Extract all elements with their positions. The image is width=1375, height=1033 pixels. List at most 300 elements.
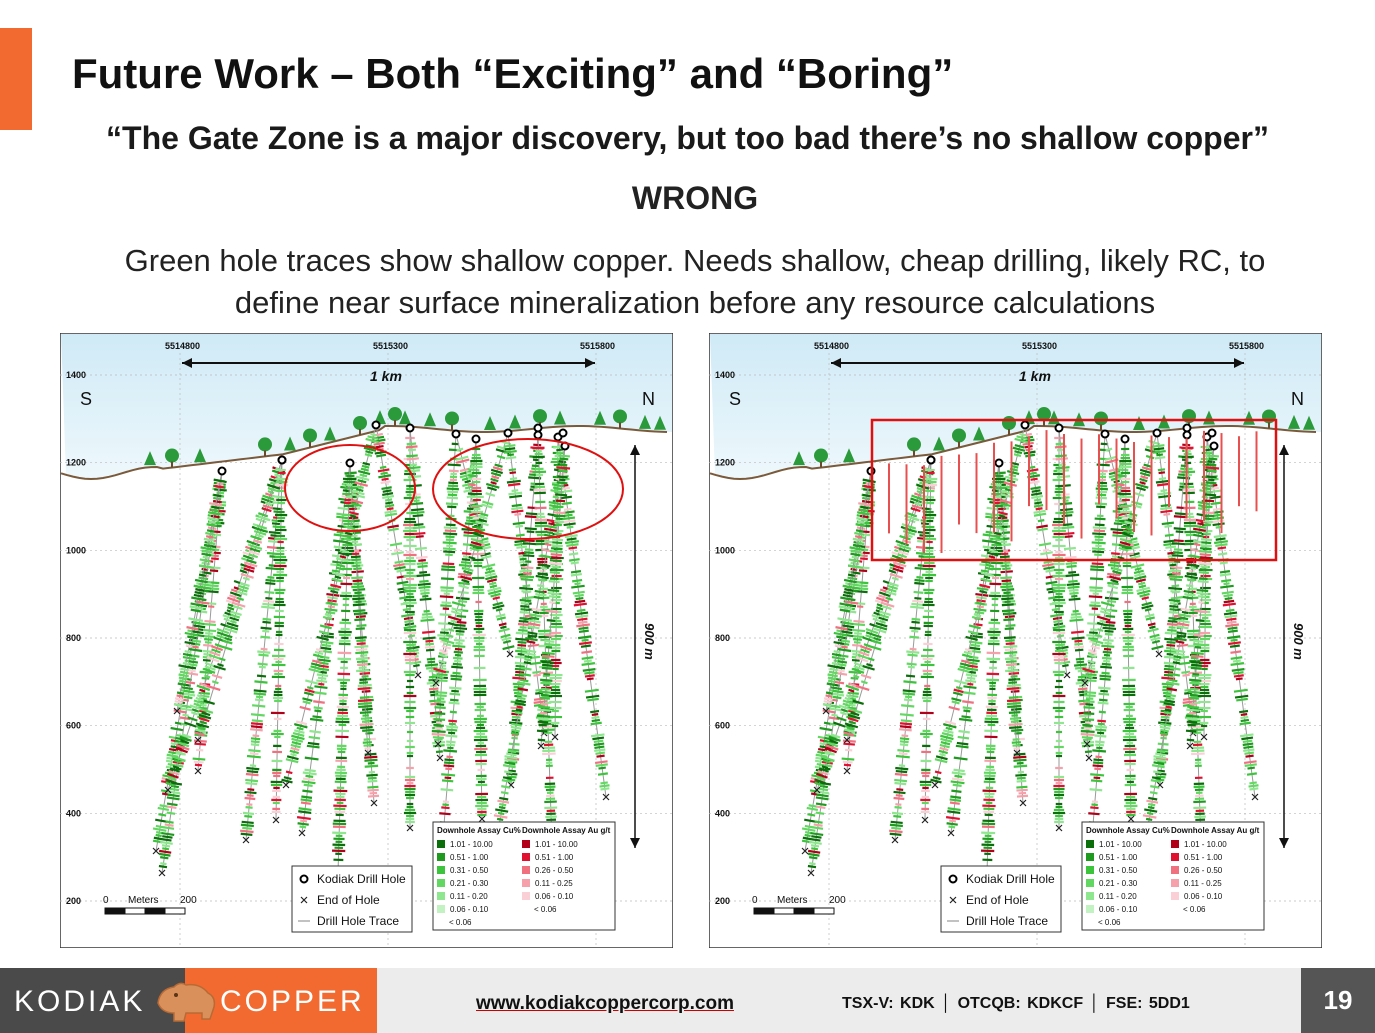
assay-segment — [827, 683, 835, 685]
assay-segment — [1069, 593, 1078, 594]
assay-segment — [290, 754, 296, 756]
assay-segment — [1165, 535, 1174, 536]
assay-segment — [445, 735, 457, 736]
assay-segment — [1171, 567, 1182, 568]
assay-segment — [550, 578, 558, 579]
assay-segment — [838, 670, 845, 671]
assay-segment — [935, 772, 941, 774]
assay-segment — [362, 730, 371, 731]
assay-segment — [462, 559, 470, 560]
au-legend-label: 0.51 - 1.00 — [535, 853, 574, 862]
assay-segment — [1002, 604, 1014, 605]
assay-segment — [432, 731, 446, 732]
assay-segment — [156, 832, 162, 833]
assay-segment — [261, 649, 268, 650]
assay-segment — [202, 563, 211, 564]
assay-segment — [357, 664, 368, 665]
assay-segment — [193, 759, 206, 760]
assay-segment — [356, 616, 366, 617]
assay-segment — [1106, 449, 1112, 451]
assay-segment — [181, 669, 189, 671]
assay-segment — [1030, 473, 1037, 474]
assay-segment — [1154, 448, 1164, 449]
assay-segment — [911, 622, 919, 623]
assay-segment — [1241, 738, 1253, 740]
assay-segment — [1158, 469, 1165, 470]
assay-segment — [901, 705, 914, 706]
cu-legend-label: 0.31 - 0.50 — [450, 866, 489, 875]
assay-segment — [506, 457, 516, 458]
assay-segment — [981, 571, 989, 572]
assay-segment — [160, 863, 166, 864]
cu-legend-label: 0.21 - 0.30 — [450, 879, 489, 888]
assay-segment — [407, 458, 419, 459]
assay-segment — [545, 544, 551, 545]
assay-segment — [358, 685, 370, 686]
assay-segment — [1190, 689, 1198, 690]
assay-segment — [947, 823, 958, 824]
assay-segment — [556, 467, 570, 468]
assay-segment — [552, 539, 563, 540]
assay-segment — [202, 630, 216, 631]
assay-segment — [1003, 619, 1014, 620]
assay-segment — [1075, 650, 1083, 651]
assay-segment — [549, 563, 562, 564]
assay-segment — [267, 577, 274, 578]
assay-segment — [357, 661, 368, 662]
assay-segment — [1243, 747, 1253, 748]
assay-segment — [1169, 606, 1178, 607]
assay-segment — [528, 645, 540, 646]
assay-segment — [851, 563, 860, 564]
assay-segment — [202, 572, 211, 573]
assay-segment — [252, 705, 265, 706]
assay-segment — [1243, 749, 1254, 750]
cu-legend-label: 0.21 - 0.30 — [1099, 879, 1138, 888]
assay-segment — [1176, 641, 1185, 642]
assay-segment — [564, 515, 572, 516]
assay-segment — [1053, 618, 1062, 620]
assay-segment — [1204, 494, 1216, 495]
assay-segment — [186, 688, 193, 689]
assay-segment — [1188, 692, 1200, 693]
assay-segment — [328, 588, 340, 589]
assay-segment — [833, 697, 841, 698]
elevation-label: 400 — [715, 808, 731, 819]
cu-legend-swatch — [1086, 879, 1094, 887]
assay-segment — [1165, 526, 1172, 527]
assay-segment — [908, 667, 915, 668]
assay-segment — [1002, 595, 1013, 596]
assay-segment — [803, 838, 812, 839]
assay-segment — [453, 673, 461, 674]
assay-segment — [824, 701, 832, 702]
assay-segment — [355, 652, 368, 653]
assay-segment — [362, 709, 373, 710]
assay-segment — [510, 472, 516, 473]
assay-segment — [262, 622, 270, 623]
assay-segment — [429, 677, 436, 678]
assay-segment — [321, 648, 331, 649]
cu-legend-swatch — [437, 866, 445, 874]
assay-segment — [1084, 695, 1096, 696]
body-text — [30, 240, 1360, 324]
assay-segment — [421, 620, 435, 621]
assay-segment — [829, 672, 837, 674]
assay-segment — [912, 601, 923, 602]
assay-segment — [535, 690, 542, 691]
assay-segment — [1100, 667, 1112, 668]
assay-segment — [569, 547, 577, 548]
assay-segment — [989, 556, 995, 557]
assay-segment — [427, 662, 435, 663]
assay-segment — [272, 523, 280, 524]
assay-segment — [345, 473, 357, 474]
assay-segment — [1000, 557, 1010, 558]
assay-segment — [353, 589, 365, 590]
assay-segment — [286, 772, 292, 774]
northing-label: 5514800 — [814, 341, 850, 351]
au-legend-swatch — [522, 853, 530, 861]
assay-segment — [1006, 661, 1017, 662]
assay-segment — [1148, 807, 1154, 808]
assay-segment — [1164, 672, 1173, 673]
assay-segment — [208, 527, 216, 528]
assay-segment — [509, 723, 522, 724]
assay-segment — [811, 845, 819, 846]
collar-icon — [950, 876, 957, 883]
assay-segment — [451, 691, 459, 692]
assay-segment — [509, 744, 520, 745]
elevation-label: 1000 — [66, 545, 87, 556]
assay-segment — [1206, 476, 1216, 477]
assay-segment — [246, 804, 252, 805]
assay-segment — [1101, 646, 1114, 647]
assay-segment — [251, 744, 259, 745]
assay-segment — [1099, 694, 1110, 695]
assay-segment — [1056, 458, 1068, 459]
assay-segment — [1211, 503, 1221, 504]
assay-segment — [1209, 497, 1221, 499]
direction-north-label: N — [642, 389, 655, 409]
assay-segment — [895, 807, 902, 808]
assay-segment — [1168, 588, 1182, 589]
assay-segment — [851, 572, 860, 573]
assay-segment — [1149, 627, 1155, 628]
assay-segment — [1099, 676, 1111, 677]
assay-segment — [501, 786, 510, 788]
assay-segment — [182, 715, 188, 716]
assay-segment — [167, 813, 175, 814]
assay-segment — [967, 678, 975, 679]
assay-segment — [809, 857, 817, 858]
elevation-label: 400 — [66, 808, 82, 819]
assay-segment — [1239, 711, 1248, 712]
assay-segment — [523, 543, 536, 544]
assay-segment — [443, 551, 455, 552]
assay-segment — [1199, 551, 1212, 552]
assay-segment — [308, 743, 319, 744]
assay-segment — [1084, 692, 1096, 693]
assay-segment — [894, 798, 905, 799]
assay-segment — [1105, 598, 1119, 599]
assay-segment — [1171, 597, 1183, 598]
assay-segment — [247, 771, 258, 772]
assay-segment — [816, 813, 824, 814]
collar-icon — [347, 460, 354, 467]
assay-segment — [1007, 688, 1020, 689]
assay-segment — [1063, 524, 1072, 525]
assay-segment — [542, 668, 553, 669]
assay-segment — [385, 505, 394, 507]
assay-segment — [353, 610, 365, 611]
assay-segment — [597, 756, 605, 757]
assay-segment — [166, 822, 174, 823]
assay-segment — [594, 747, 604, 748]
assay-segment — [1163, 514, 1170, 515]
assay-segment — [1076, 662, 1084, 663]
assay-segment — [1010, 718, 1020, 719]
assay-segment — [522, 597, 534, 598]
assay-segment — [848, 575, 855, 576]
assay-segment — [856, 530, 863, 531]
cu-legend-swatch — [1086, 853, 1094, 861]
assay-segment — [499, 798, 508, 800]
assay-segment — [1218, 553, 1227, 554]
assay-segment — [862, 501, 871, 502]
assay-segment — [1169, 612, 1178, 613]
assay-segment — [1222, 592, 1234, 594]
assay-segment — [1097, 721, 1106, 722]
assay-segment — [543, 674, 550, 675]
assay-segment — [1184, 690, 1191, 691]
assay-segment — [1157, 751, 1166, 753]
assay-segment — [441, 807, 449, 808]
au-legend-swatch — [522, 879, 530, 887]
assay-segment — [515, 672, 524, 673]
assay-segment — [1160, 508, 1171, 509]
assay-segment — [210, 570, 218, 571]
assay-segment — [364, 757, 377, 758]
assay-segment — [518, 630, 527, 631]
assay-segment — [385, 502, 392, 503]
assay-segment — [425, 647, 435, 648]
symbol-legend — [292, 866, 412, 932]
assay-segment — [451, 667, 463, 668]
assay-segment — [520, 627, 527, 628]
assay-segment — [1167, 630, 1176, 631]
assay-segment — [1060, 509, 1073, 510]
assay-segment — [531, 618, 539, 619]
assay-segment — [1201, 542, 1211, 543]
assay-segment — [558, 471, 567, 472]
assay-segment — [1213, 509, 1220, 510]
assay-segment — [416, 536, 424, 537]
assay-segment — [1196, 593, 1207, 594]
assay-segment — [1044, 561, 1053, 562]
assay-segment — [1064, 548, 1076, 549]
website-link[interactable]: www.kodiakcoppercorp.com — [476, 993, 734, 1014]
assay-segment — [1206, 507, 1213, 508]
assay-segment — [418, 584, 431, 585]
assay-segment — [261, 628, 272, 629]
assay-segment — [1034, 505, 1043, 507]
assay-segment — [1057, 470, 1069, 471]
assay-segment — [517, 707, 523, 708]
assay-segment — [262, 604, 274, 605]
assay-segment — [447, 489, 459, 490]
assay-segment — [468, 469, 480, 470]
assay-segment — [512, 490, 519, 491]
assay-segment — [354, 619, 365, 620]
assay-segment — [554, 521, 564, 522]
assay-segment — [1194, 635, 1204, 636]
assay-segment — [994, 473, 1006, 474]
assay-segment — [843, 623, 853, 625]
assay-segment — [1069, 599, 1081, 600]
assay-segment — [811, 848, 818, 849]
assay-segment — [1020, 434, 1026, 436]
assay-segment — [544, 644, 554, 645]
assay-segment — [419, 581, 428, 582]
assay-segment — [977, 588, 989, 589]
assay-segment — [511, 511, 523, 512]
assay-segment — [852, 645, 862, 646]
assay-segment — [1169, 618, 1177, 619]
assay-segment — [1065, 536, 1073, 537]
assay-segment — [1228, 631, 1238, 632]
assay-segment — [520, 606, 529, 607]
assay-segment — [515, 712, 523, 713]
assay-segment — [1019, 793, 1026, 794]
assay-segment — [455, 649, 462, 650]
assay-segment — [911, 604, 923, 605]
cu-legend-label: 1.01 - 10.00 — [1099, 840, 1142, 849]
assay-segment — [1200, 554, 1211, 555]
assay-segment — [527, 531, 535, 532]
assay-segment — [1167, 642, 1176, 643]
assay-segment — [442, 780, 453, 781]
assay-segment — [906, 652, 919, 653]
assay-segment — [1199, 572, 1209, 573]
cu-legend-label: 0.06 - 0.10 — [1099, 905, 1138, 914]
assay-segment — [1007, 706, 1021, 707]
assay-segment — [1067, 566, 1077, 567]
assay-segment — [1176, 531, 1184, 532]
assay-segment — [1083, 725, 1093, 726]
assay-segment — [1056, 455, 1066, 456]
assay-segment — [192, 640, 201, 641]
assay-segment — [1104, 655, 1110, 656]
assay-segment — [1189, 698, 1199, 699]
assay-segment — [1187, 707, 1199, 708]
assay-segment — [1043, 550, 1049, 551]
assay-segment — [1095, 727, 1107, 728]
assay-segment — [1160, 730, 1168, 731]
elevation-label: 600 — [715, 720, 731, 731]
assay-segment — [890, 834, 902, 835]
collar-icon — [301, 876, 308, 883]
assay-segment — [900, 714, 914, 715]
assay-segment — [417, 563, 428, 564]
assay-segment — [891, 828, 901, 829]
assay-segment — [967, 684, 973, 685]
assay-segment — [457, 449, 463, 451]
assay-segment — [1079, 715, 1091, 716]
assay-segment — [587, 699, 599, 701]
assay-segment — [1034, 499, 1041, 500]
assay-segment — [1174, 528, 1186, 529]
collar-icon — [1154, 430, 1161, 437]
assay-segment — [812, 827, 823, 829]
assay-segment — [516, 526, 523, 527]
assay-segment — [585, 675, 595, 676]
assay-segment — [854, 642, 861, 643]
assay-segment — [1197, 523, 1203, 524]
assay-segment — [1095, 525, 1105, 526]
assay-segment — [551, 554, 562, 555]
assay-segment — [202, 678, 209, 679]
assay-segment — [903, 681, 916, 682]
assay-segment — [1174, 540, 1184, 541]
cu-legend-swatch — [1086, 866, 1094, 874]
assay-segment — [513, 523, 525, 524]
assay-segment — [497, 819, 503, 820]
assay-segment — [1224, 601, 1234, 602]
assay-segment — [364, 760, 377, 761]
assay-segment — [899, 729, 912, 730]
assay-segment — [1002, 584, 1011, 585]
assay-segment — [434, 725, 444, 726]
assay-segment — [957, 743, 968, 744]
assay-segment — [1193, 541, 1201, 542]
assay-segment — [555, 524, 561, 525]
assay-segment — [851, 636, 864, 637]
assay-segment — [413, 515, 424, 516]
assay-segment — [1090, 569, 1104, 570]
assay-segment — [351, 557, 361, 558]
assay-segment — [205, 642, 212, 643]
elevation-label: 800 — [715, 633, 731, 643]
cu-legend-label: < 0.06 — [1098, 918, 1121, 927]
cu-legend-label: 1.01 - 10.00 — [450, 840, 493, 849]
assay-segment — [351, 586, 364, 587]
assay-segment — [300, 821, 307, 822]
assay-segment — [547, 532, 553, 533]
assay-segment — [444, 762, 454, 763]
assay-segment — [355, 637, 367, 638]
assay-segment — [1243, 741, 1252, 742]
assay-segment — [1001, 598, 1013, 599]
assay-segment — [581, 645, 591, 646]
assay-segment — [1092, 551, 1104, 552]
assay-segment — [449, 688, 461, 689]
assay-segment — [250, 729, 263, 730]
assay-segment — [1162, 523, 1174, 524]
assay-segment — [335, 577, 341, 579]
assay-segment — [246, 768, 259, 769]
scale-max-label: 200 — [829, 895, 846, 906]
assay-segment — [456, 634, 464, 635]
assay-segment — [248, 750, 260, 751]
au-legend-swatch — [1171, 840, 1179, 848]
au-legend-label: 1.01 - 10.00 — [535, 840, 578, 849]
au-legend-title: Downhole Assay Au g/t — [522, 826, 611, 835]
symbol-legend-label: End of Hole — [317, 893, 380, 907]
assay-segment — [1161, 720, 1169, 721]
assay-segment — [952, 779, 964, 781]
au-legend-label: 0.26 - 0.50 — [535, 866, 574, 875]
